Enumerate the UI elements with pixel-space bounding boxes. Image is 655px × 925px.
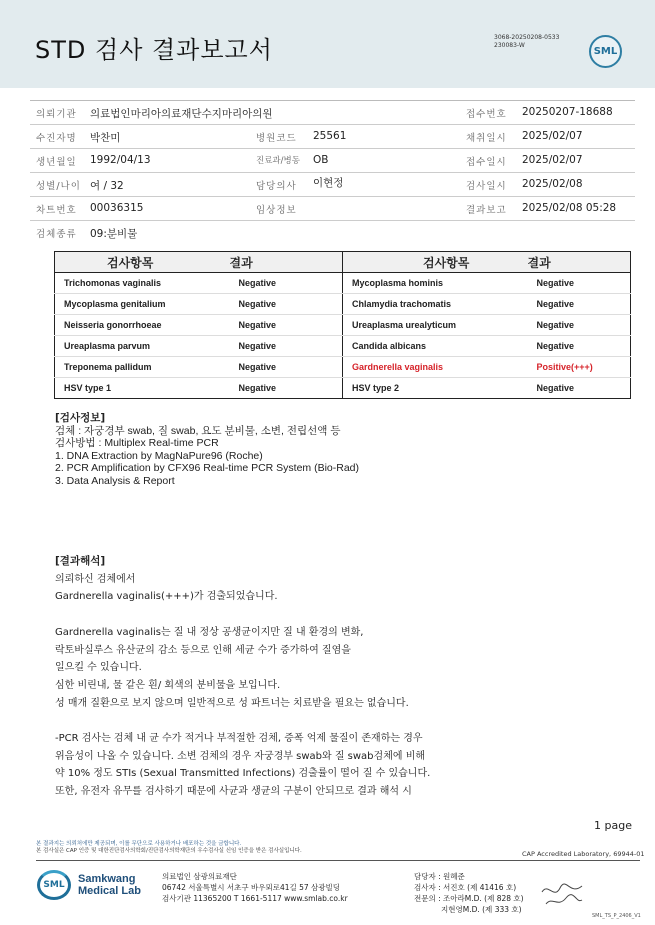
test-info-heading: [검사정보] [55, 412, 106, 424]
sex-age-value: 여 / 32 [90, 180, 124, 192]
dept-value: OB [313, 154, 329, 166]
receipt-no-value: 20250207-18688 [522, 106, 613, 118]
table-row [55, 294, 631, 315]
test-item-cell: Ureaplasma parvum [55, 336, 230, 357]
test-item-cell: Neisseria gonorrhoeae [55, 315, 230, 336]
dob-value: 1992/04/13 [90, 154, 151, 166]
sml-logo-icon: SML [37, 870, 71, 900]
page-number: 1 page [594, 819, 632, 832]
info-row: 의뢰기관 의료법인마리아의료재단수지마리아의원 접수번호 20250207-18688 [30, 101, 635, 125]
test-item-cell: Ureaplasma urealyticum [343, 315, 528, 336]
info-row: 생년월일 1992/04/13 진료과/병동 OB 접수일시 2025/02/07 [30, 149, 635, 173]
lab-name: Samkwang Medical Lab [78, 873, 141, 897]
test-result-cell: Negative [536, 383, 575, 393]
info-row: 검체종류 09:분비물 [36, 228, 138, 240]
info-row: 수진자명 박찬미 병원코드 25561 채취일시 2025/02/07 [30, 125, 635, 149]
table-row [55, 357, 631, 378]
col-item-header: 검사항목 [343, 252, 528, 273]
lab-staff: 담당자 : 원혜준 검사자 : 서진호 (제 41416 호) 전문의 : 조아라M.D. (제 828 호) 지현영M.D. (제 333 호) [414, 872, 524, 914]
document-code: 3068-20250208-0533 230083-W [494, 34, 560, 49]
patient-info-table [30, 100, 635, 245]
test-result-cell: Negative [528, 315, 631, 336]
test-item-cell: Mycoplasma genitalium [55, 294, 230, 315]
col-item-header: 검사항목 [55, 252, 230, 273]
doctor-value: 이현정 [313, 177, 344, 189]
table-row [55, 336, 631, 357]
interpretation-heading: [결과해석] [55, 555, 106, 567]
table-row [55, 315, 631, 336]
test-result-cell: Negative [230, 273, 343, 294]
form-code: SML_TS_P_2406_V1 [592, 913, 641, 919]
collect-date-value: 2025/02/07 [522, 130, 583, 142]
test-result-cell: Negative [230, 357, 343, 378]
results-table [54, 251, 631, 399]
test-result-cell: Negative [230, 294, 343, 315]
institution-value: 의료법인마리아의료재단수지마리아의원 [90, 108, 273, 120]
test-result-cell: Negative [528, 294, 631, 315]
test-item-cell: Candida albicans [343, 336, 528, 357]
ward-code-value: 25561 [313, 130, 347, 142]
report-header [0, 0, 655, 88]
chart-no-value: 00036315 [90, 202, 144, 214]
test-result-cell: Negative [528, 336, 631, 357]
test-item-cell: Mycoplasma hominis [343, 273, 528, 294]
info-row: 차트번호 00036315 임상정보 결과보고 2025/02/08 05:28 [30, 197, 635, 221]
test-item-cell: Treponema pallidum [55, 357, 230, 378]
test-result-cell: Negative [238, 383, 277, 393]
col-result-header: 결과 [230, 252, 343, 273]
specimen-value: 09:분비물 [90, 228, 138, 240]
results-header-row [55, 252, 631, 273]
test-item-cell: Gardnerella vaginalis [343, 357, 528, 378]
receive-date-value: 2025/02/07 [522, 154, 583, 166]
test-item-cell: Chlamydia trachomatis [343, 294, 528, 315]
interpretation-section: [결과해석] 의뢰하신 검체에서 Gardnerella vaginalis(+++)가 검출되었습니다. Gardnerella vaginalis는 질 내 정상 공생균이지만 질 내 환경의 변화, 락토바실루스 유산균의 감소 등으로 인해 세균 수가 증가하여 질염을 일으킬 수 있습니다. 심한 비린내, 물 같은 흰/ 회색의 분비물을 보입니다. 성 매개 질환으로 보지 않으며 일반적으로 성 파트너는 치료받을 필요는 없습니다. -PCR 검사는 검체 내 균 수가 적거나 부적절한 검체, 증폭 억제 물질이 존재하는 경우 위음성이 나올 수 있습니다. 소변 검체의 경우 자궁경부 swab와 질 swab검체에 비해 약 10% 정도 STIs (Sexual Transmitted Infections) 검출률이 떨어 질 수 있습니다. 또한, 유전자 유무를 검사하기 때문에 사균과 생균의 구분이 안되므로 결과 해석 시 [55, 553, 525, 801]
test-item-cell: Trichomonas vaginalis [55, 273, 230, 294]
test-item-cell: HSV type 2 [343, 378, 528, 399]
page-title: STD 검사 결과보고서 [35, 36, 273, 64]
patient-value: 박찬미 [90, 132, 121, 144]
test-item-cell: HSV type 1 [64, 383, 112, 393]
lab-address: 의료법인 삼광의료재단 06742 서울특별시 서초구 바우뫼로41길 57 삼광빌딩 검사기관 11365200 T 1661-5117 www.smlab.co.kr [162, 872, 348, 903]
info-row: 성별/나이 여 / 32 담당의사 이현정 검사일시 2025/02/08 [30, 173, 635, 197]
sml-logo-icon: SML [589, 35, 622, 68]
test-result-cell: Negative [230, 315, 343, 336]
signature-icon [540, 878, 584, 908]
footer-divider [36, 860, 640, 861]
col-result-header: 결과 [528, 252, 631, 273]
test-date-value: 2025/02/08 [522, 178, 583, 190]
cap-accreditation: CAP Accredited Laboratory, 69944-01 [522, 850, 645, 858]
table-row [55, 378, 631, 399]
test-info-section: [검사정보] 검체 : 자궁경부 swab, 질 swab, 요도 분비물, 소변, 전립선액 등 검사방법 : Multiplex Real-time PCR 1. DNA Extraction by MagNaPure96 (Roche) 2. PCR Amplification by CFX96 Real-time PCR System (Bio-Rad) 3. Data Analysis & Report [55, 412, 360, 487]
test-result-cell: Negative [230, 336, 343, 357]
report-date-value: 2025/02/08 05:28 [522, 202, 617, 214]
footer-notice: 본 결과지는 의뢰처에만 제공되며, 이를 무단으로 사용하거나 배포하는 것을 금합니다. 본 검사실은 CAP 인증 및 대한진단검사의학회/진단검사의학재단의 우수검사실 신임 인증을 받은 검사실입니다. [36, 841, 302, 854]
test-result-cell: Negative [528, 273, 631, 294]
table-row [55, 273, 631, 294]
test-result-cell: Positive(+++) [528, 357, 631, 378]
